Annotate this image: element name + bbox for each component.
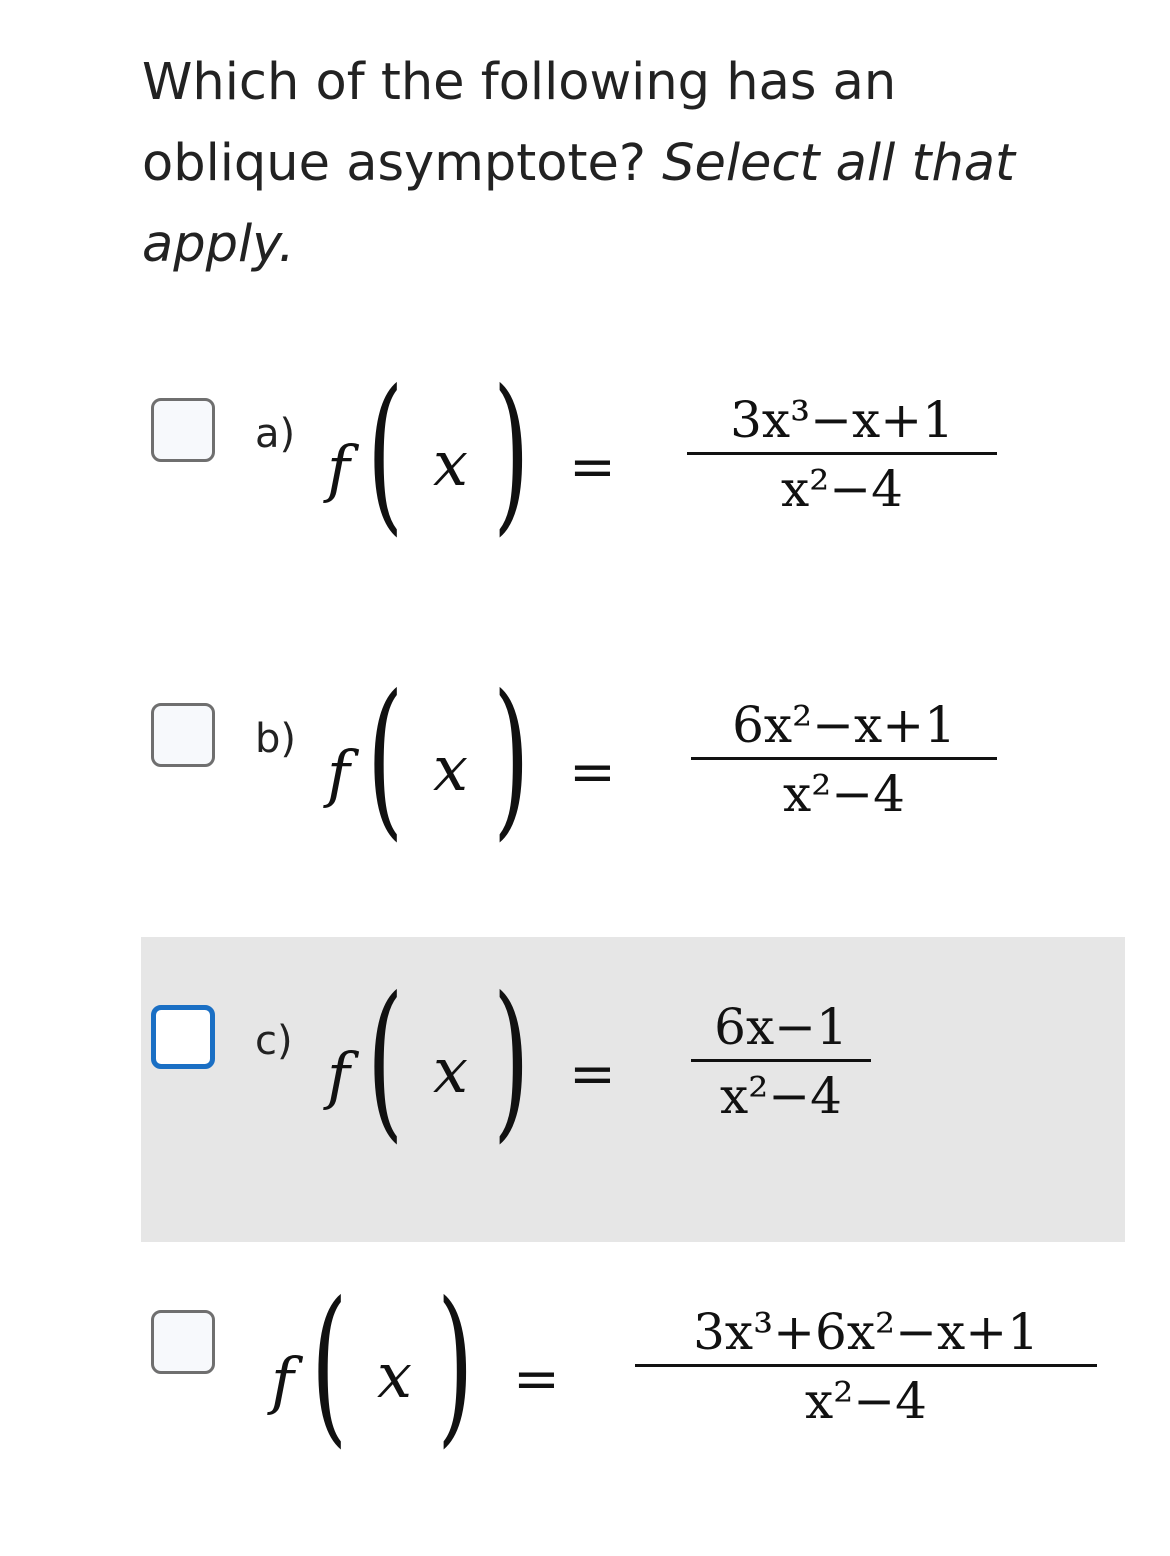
- option-d-checkbox[interactable]: [151, 1310, 215, 1374]
- equals-sign: =: [569, 435, 616, 500]
- option-c-label: c): [255, 1018, 293, 1064]
- option-b[interactable]: b) f ( x ) = 6x²−x+1 x²−4: [141, 635, 1125, 940]
- fraction-bar: [691, 757, 997, 760]
- option-d[interactable]: f ( x ) = 3x³+6x²−x+1 x²−4: [141, 1242, 1125, 1547]
- function-name: f: [271, 1344, 294, 1417]
- denominator: x²−4: [805, 1372, 927, 1430]
- denominator: x²−4: [720, 1067, 842, 1125]
- numerator: 6x−1: [714, 998, 848, 1056]
- function-name: f: [327, 737, 350, 810]
- denominator: x²−4: [781, 460, 903, 518]
- option-b-fraction: [691, 697, 997, 822]
- option-a-label: a): [255, 411, 296, 457]
- question-prompt: Which of the following has an oblique asymptote?: [142, 53, 897, 193]
- option-a-checkbox[interactable]: [151, 398, 215, 462]
- numerator: 3x³−x+1: [730, 391, 954, 449]
- option-b-checkbox[interactable]: [151, 703, 215, 767]
- function-name: f: [327, 432, 350, 505]
- denominator: x²−4: [783, 765, 905, 823]
- option-a[interactable]: a) f ( x ) = 3x³−x+1 x²−4: [141, 330, 1125, 635]
- fraction-bar: [691, 1059, 871, 1062]
- fraction-bar: [687, 452, 997, 455]
- function-name: f: [327, 1039, 350, 1112]
- fraction-bar: [635, 1364, 1097, 1367]
- option-d-fraction: [635, 1304, 1097, 1429]
- function-variable: x: [433, 1034, 468, 1107]
- numerator: 3x³+6x²−x+1: [693, 1303, 1039, 1361]
- function-variable: x: [433, 427, 468, 500]
- option-c-fraction: [691, 999, 871, 1124]
- numerator: 6x²−x+1: [732, 696, 956, 754]
- function-variable: x: [433, 732, 468, 805]
- option-c[interactable]: c) f ( x ) = 6x−1 x²−4: [141, 937, 1125, 1242]
- option-c-checkbox[interactable]: [151, 1005, 215, 1069]
- option-a-fraction: [687, 392, 997, 517]
- option-b-label: b): [255, 716, 296, 762]
- equals-sign: =: [513, 1347, 560, 1412]
- equals-sign: =: [569, 1042, 616, 1107]
- question-text: [142, 42, 1042, 285]
- function-variable: x: [377, 1339, 412, 1412]
- equals-sign: =: [569, 740, 616, 805]
- question-instruction: Select all that apply.: [142, 134, 1016, 274]
